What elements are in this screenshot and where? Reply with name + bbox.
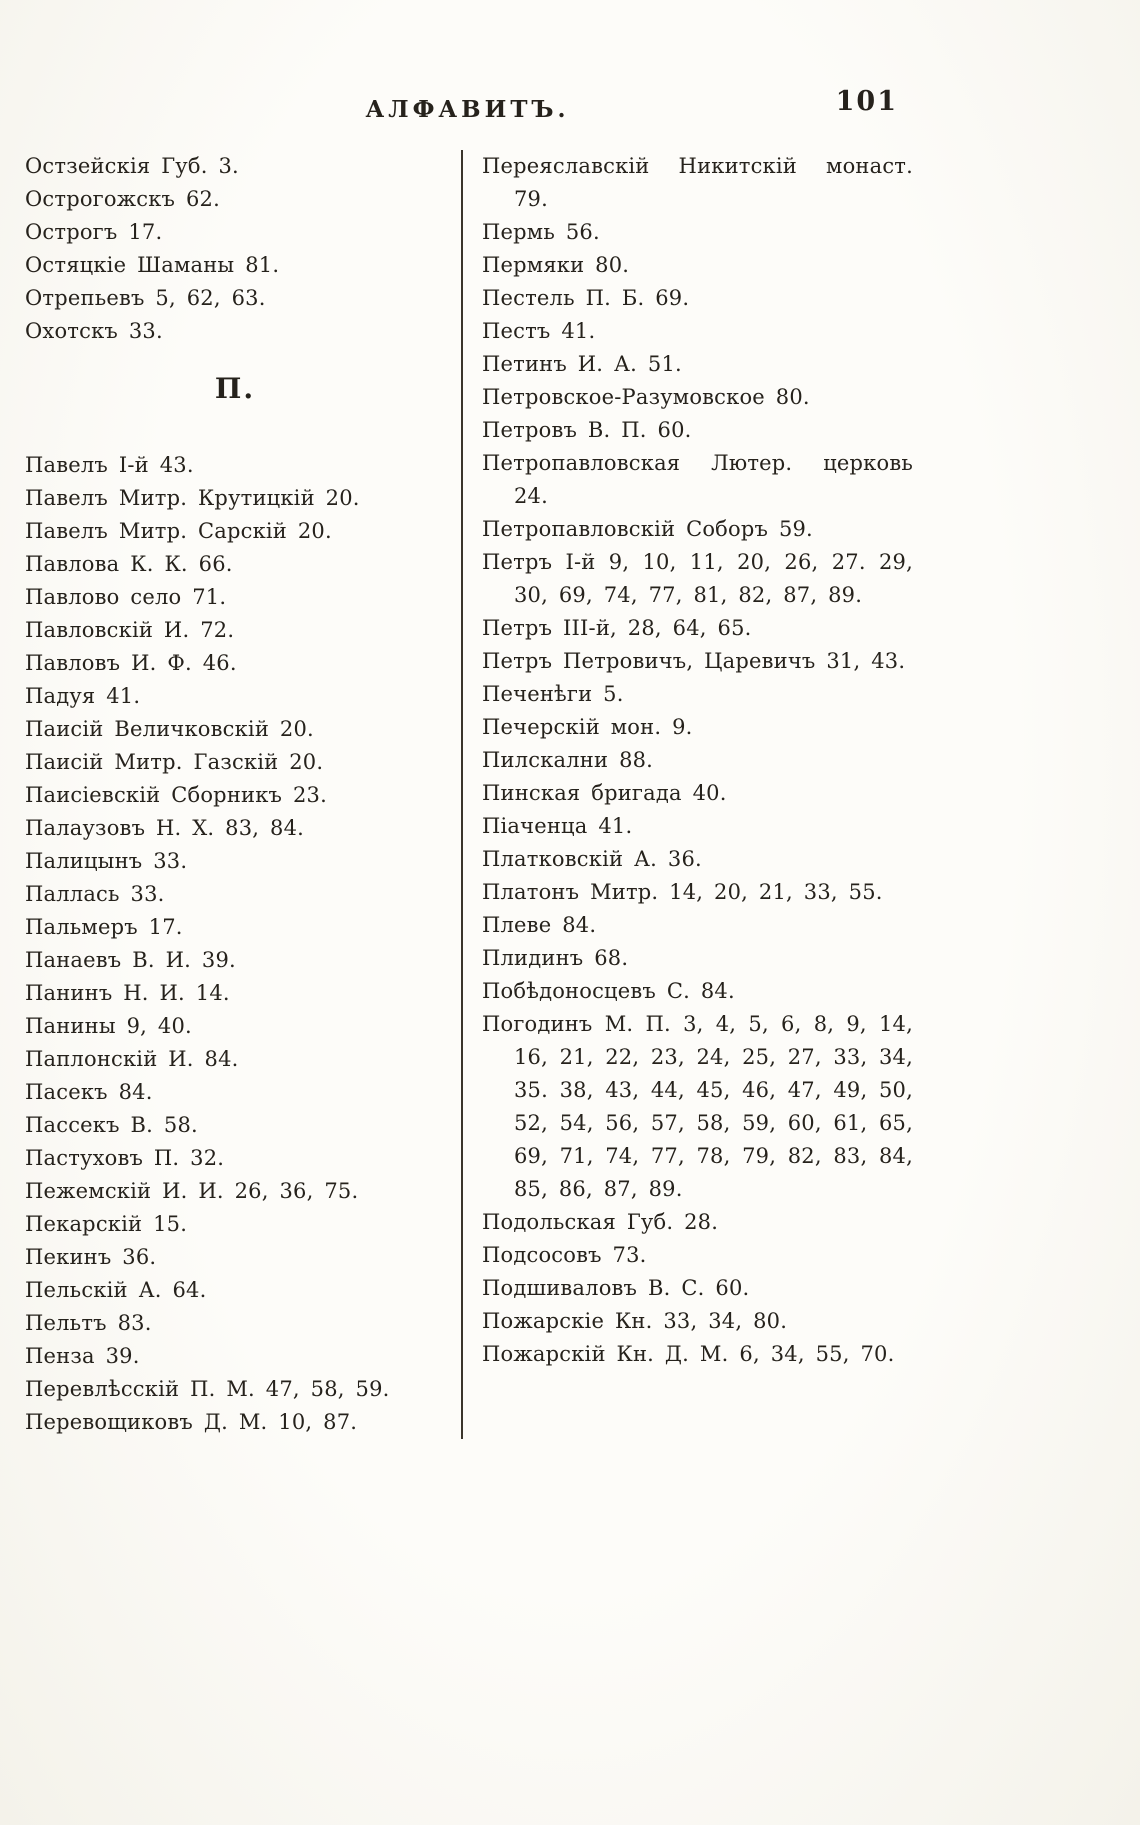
- index-entry: Остзейскія Губ. 3.: [25, 154, 239, 178]
- index-entry: Пожарскіе Кн. 33, 34, 80.: [482, 1309, 788, 1333]
- index-entry: Острогожскъ 62.: [25, 187, 220, 211]
- index-entry: Петръ III-й, 28, 64, 65.: [482, 616, 752, 640]
- index-entry: Петръ Петровичъ, Царевичъ 31, 43.: [482, 649, 906, 673]
- index-entry: Погодинъ М. П. 3, 4, 5, 6, 8, 9, 14, 16, 21, 22, 23, 24, 25, 27, 33, 34, 35. 38, 43, 44, 45, 46, 47, 49, 50, 52, 54, 56, 57, 58, 59, 60, 61, 65, 69, 71, 74, 77, 78, 79, 82, 83, 84, 85, 86, 87, 89.: [482, 1012, 913, 1201]
- index-entry: Переяславскій Никитскій монаст. 79.: [482, 154, 913, 211]
- index-entry: Павловъ И. Ф. 46.: [25, 651, 237, 675]
- index-entry: Платковскій А. 36.: [482, 847, 702, 871]
- index-entry: Паплонскій И. 84.: [25, 1047, 239, 1071]
- index-entry: Петинъ И. А. 51.: [482, 352, 682, 376]
- index-entry: Подольская Губ. 28.: [482, 1210, 719, 1234]
- index-entry: Пастуховъ П. 32.: [25, 1146, 225, 1170]
- index-entry: Пестъ 41.: [482, 319, 596, 343]
- index-entry: Пинская бригада 40.: [482, 781, 727, 805]
- index-entry: Пассекъ В. 58.: [25, 1113, 198, 1137]
- index-entry: Пестель П. Б. 69.: [482, 286, 690, 310]
- left-column: [25, 150, 445, 1439]
- index-entry: Платонъ Митр. 14, 20, 21, 33, 55.: [482, 880, 883, 904]
- index-entry: Перевлѣсскій П. М. 47, 58, 59.: [25, 1377, 390, 1401]
- index-entry: Охотскъ 33.: [25, 319, 163, 343]
- page-number: 101: [835, 86, 898, 117]
- index-entry: Остяцкіе Шаманы 81.: [25, 253, 280, 277]
- index-entry: Пермь 56.: [482, 220, 600, 244]
- index-entry: Панинъ Н. И. 14.: [25, 981, 230, 1005]
- entries-section-p-left: [25, 449, 445, 1439]
- index-entry: Пилскални 88.: [482, 748, 654, 772]
- index-entry: Павелъ I-й 43.: [25, 453, 194, 477]
- index-entry: Пекинъ 36.: [25, 1245, 157, 1269]
- index-entry: Паллась 33.: [25, 882, 165, 906]
- section-heading-p: П.: [214, 372, 256, 405]
- index-entry: Перевощиковъ Д. М. 10, 87.: [25, 1410, 358, 1434]
- index-entry: Петровское-Разумовское 80.: [482, 385, 810, 409]
- index-entry: Пальмеръ 17.: [25, 915, 183, 939]
- index-entry: Паисій Митр. Газскій 20.: [25, 750, 324, 774]
- index-entry: Паисій Величковскій 20.: [25, 717, 314, 741]
- index-entry: Павелъ Митр. Крутицкій 20.: [25, 486, 360, 510]
- column-divider-rule: [461, 150, 463, 1439]
- index-entry: Павлово село 71.: [25, 585, 227, 609]
- index-entry: Отрепьевъ 5, 62, 63.: [25, 286, 266, 310]
- index-entry: Павелъ Митр. Сарскій 20.: [25, 519, 332, 543]
- index-entry: Петровъ В. П. 60.: [482, 418, 692, 442]
- index-entry: Панаевъ В. И. 39.: [25, 948, 236, 972]
- index-entry: Павловскій И. 72.: [25, 618, 235, 642]
- index-entry: Плеве 84.: [482, 913, 597, 937]
- index-entry: Подсосовъ 73.: [482, 1243, 647, 1267]
- index-entry: Пасекъ 84.: [25, 1080, 153, 1104]
- index-entry: Петропавловскій Соборъ 59.: [482, 517, 813, 541]
- index-entry: Палаузовъ Н. Х. 83, 84.: [25, 816, 305, 840]
- index-entry: Плидинъ 68.: [482, 946, 629, 970]
- entries-section-o: [25, 150, 445, 348]
- index-entry: Пенза 39.: [25, 1344, 140, 1368]
- index-entry: Падуя 41.: [25, 684, 141, 708]
- index-entry: Паисіевскій Сборникъ 23.: [25, 783, 327, 807]
- index-entry: Пермяки 80.: [482, 253, 630, 277]
- index-entry: Пельскій А. 64.: [25, 1278, 207, 1302]
- index-entry: Пельтъ 83.: [25, 1311, 152, 1335]
- running-title: АЛФАВИТЪ.: [365, 96, 570, 123]
- index-entry: Пекарскій 15.: [25, 1212, 188, 1236]
- index-entry: Острогъ 17.: [25, 220, 163, 244]
- index-entry: Павлова К. К. 66.: [25, 552, 233, 576]
- index-entry: Петропавловская Лютер. церковь 24.: [482, 451, 913, 508]
- index-entry: Побѣдоносцевъ С. 84.: [482, 979, 735, 1003]
- page-header: [25, 86, 910, 134]
- index-entry: Пежемскій И. И. 26, 36, 75.: [25, 1179, 359, 1203]
- index-entry: Піаченца 41.: [482, 814, 633, 838]
- index-entry: Печерскій мон. 9.: [482, 715, 693, 739]
- index-entry: Петръ I-й 9, 10, 11, 20, 26, 27. 29, 30, 69, 74, 77, 81, 82, 87, 89.: [482, 550, 913, 607]
- index-entry: Пожарскій Кн. Д. М. 6, 34, 55, 70.: [482, 1342, 895, 1366]
- index-entry: Панины 9, 40.: [25, 1014, 192, 1038]
- right-column: [482, 150, 913, 1439]
- index-entry: Печенѣги 5.: [482, 682, 624, 706]
- index-columns: [25, 150, 913, 1439]
- index-entry: Палицынъ 33.: [25, 849, 188, 873]
- index-entry: Подшиваловъ В. С. 60.: [482, 1276, 750, 1300]
- entries-section-p-right: [482, 150, 913, 1371]
